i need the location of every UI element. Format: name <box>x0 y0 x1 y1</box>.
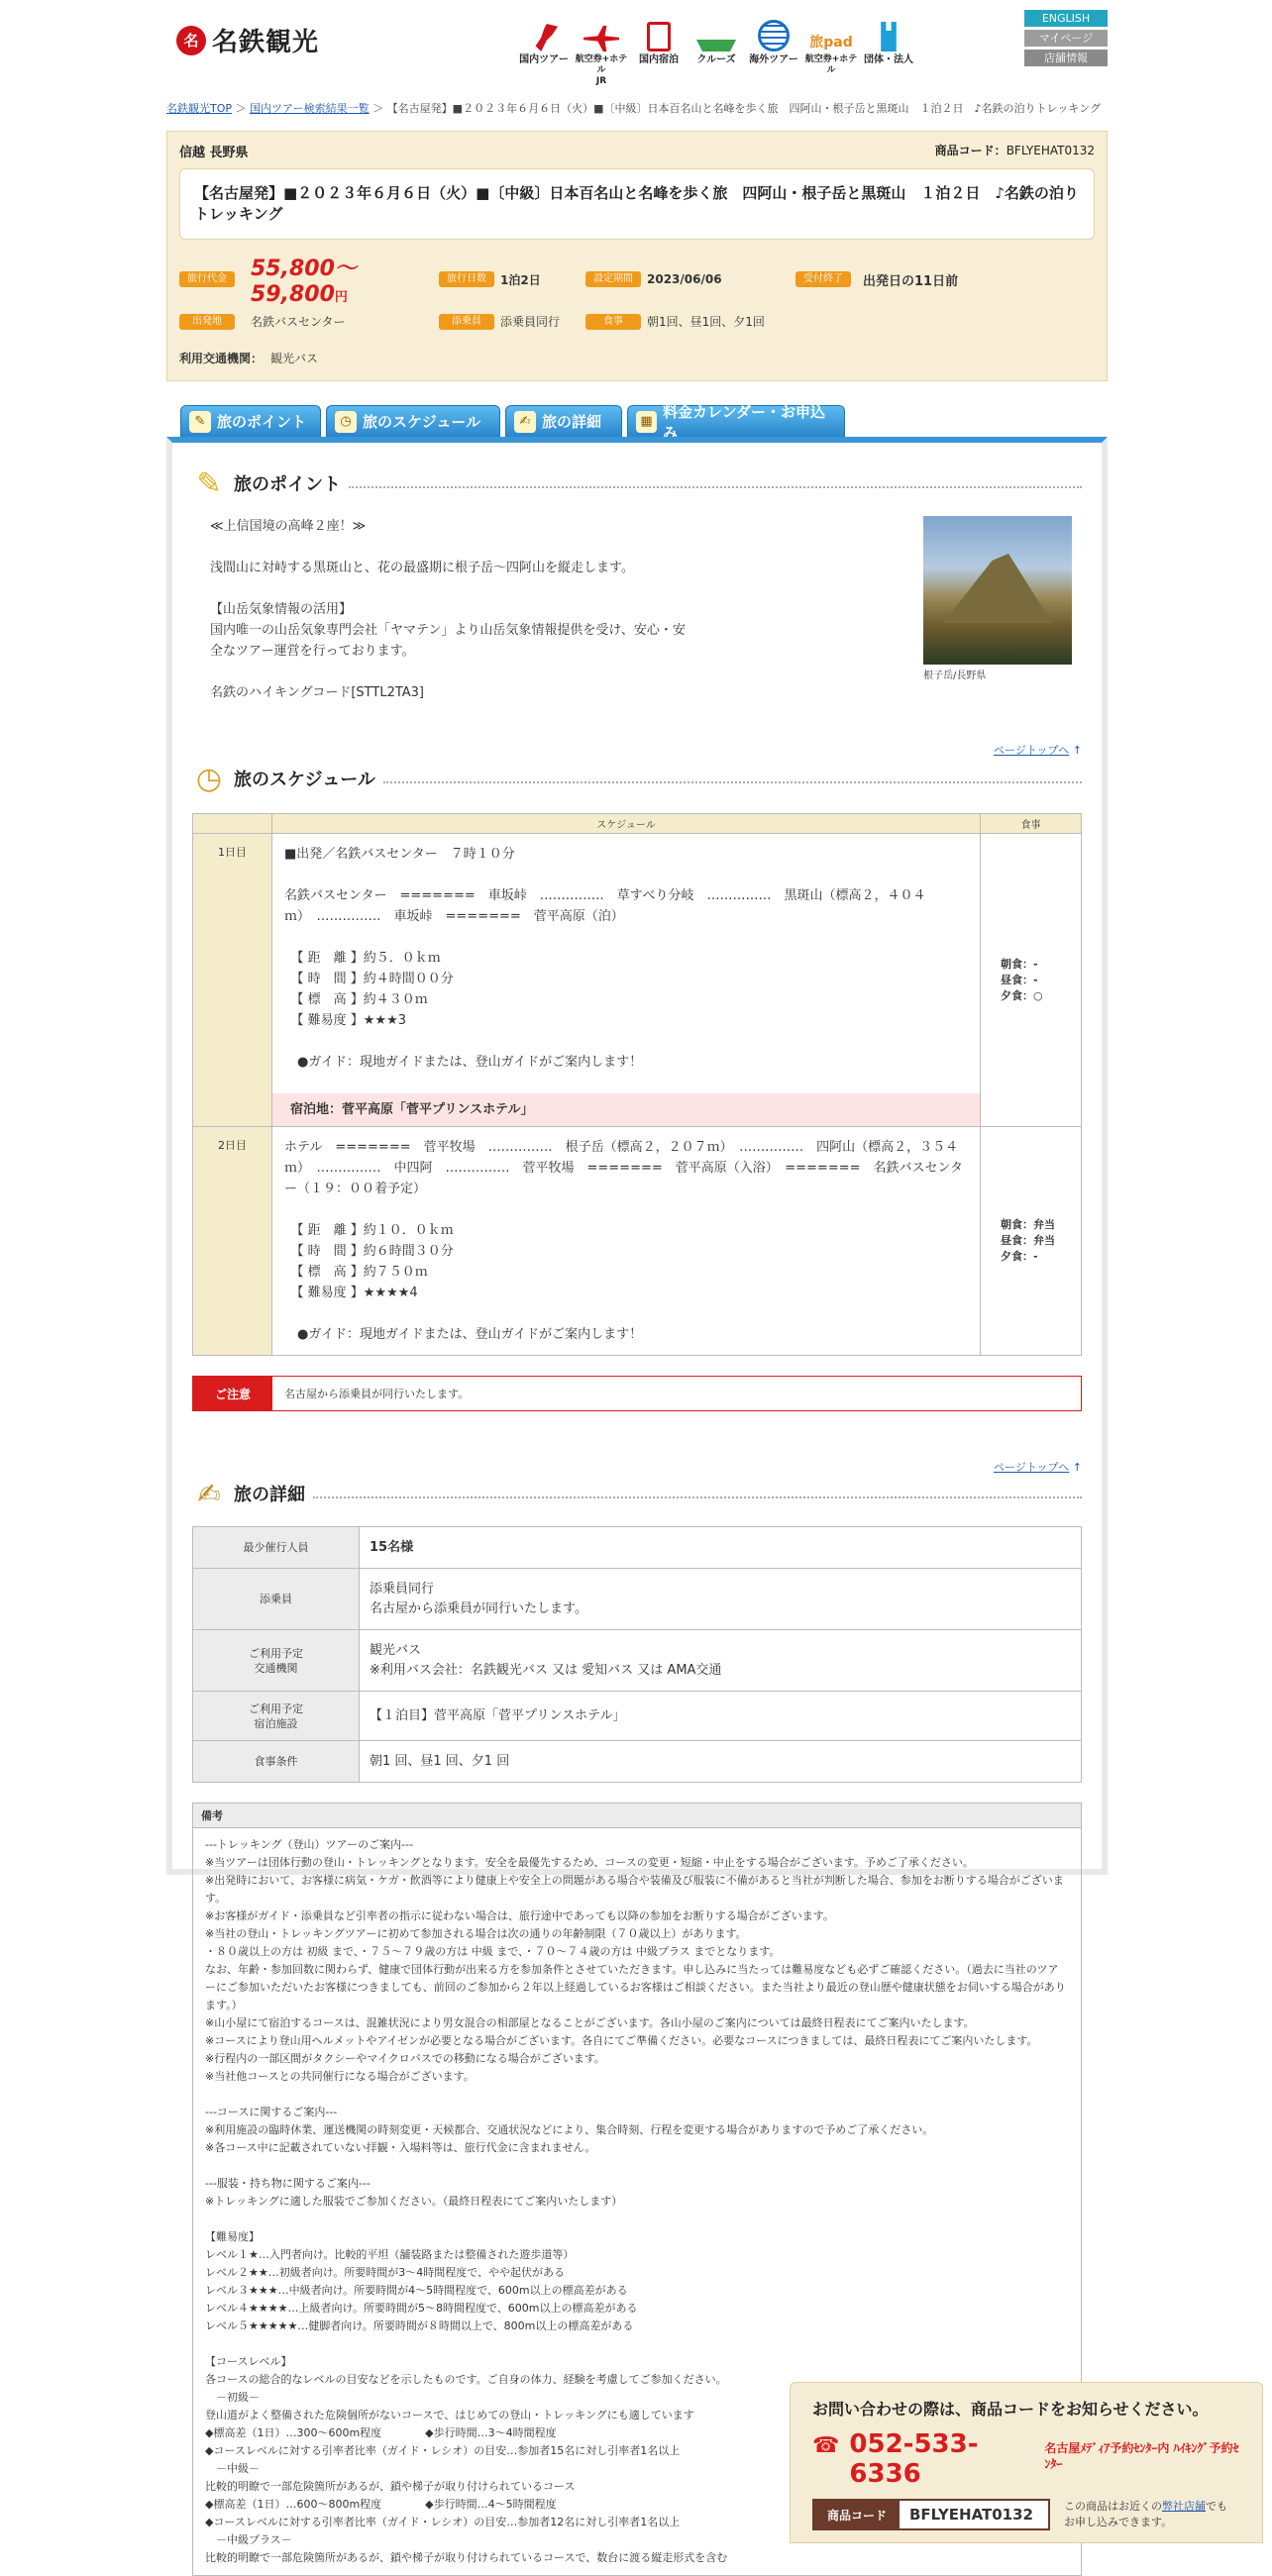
contact-tel <box>812 2429 1240 2489</box>
nav-tabipad[interactable] <box>802 18 860 86</box>
region: 信越 長野県 <box>179 146 249 160</box>
remarks-text: ---トレッキング（登山）ツアーのご案内--- ※当ツアーは団体行動の登山・トレッキングとなります。安全を最優先するため、コースの変更・短縮・中止をする場合がございます。予めご了承ください。 ※出発時において、お客様に病気・ケガ・飲酒等により健康上や安全上の問題がある場合や装備及び服装に不備があると当社が判断した場合、参加をお断りする場合がございます。 ※お客様がガイド・添乗員など引率者の指示に従わない場合は、旅行途中であっても以降の参加をお断りする場合がございます。 ※当社の登山・トレッキングツアーに初めて参加される場合は次の通りの年齢制限（７０歳以上）があります。 ・８０歳以上の方は 初級 まで、・７５～７９歳の方は 中級 まで、・７０～７４歳の方は 中級プラス までとなります。 なお、年齢・参加回数に関わらず、健康で団体行動が出来る方を参加条件とさせていただきます。申し込みに当たっては難易度なども必ずご確認ください。（過去に当社のツアーにご参加いただいたお客様につきましても、前回のご参加から２年以上経過しているお客様はご相談ください。また当社より最近の登山歴や健康状態をお伺いする場合があります。） ※山小屋にて宿泊するコースは、混雑状況により男女混合の相部屋となることがございます。各山小屋のご案内については最終日程表にてご案内いたします。 ※コースにより登山用ヘルメットやアイゼンが必要となる場合がございます。各自にてご準備ください。必要なコースにつきましては、最終日程表にてご案内いたします。 ※行程内の一部区間がタクシーやマイクロバスでの移動になる場合がございます。 ※当社他コースとの共同催行になる場合がございます。 ---コースに関するご案内--- ※利用施設の臨時休業、運送機関の時刻変更・天候都合、交通状況などにより、集合時刻、行程を変更する場合がありますので予めご了承ください。 ※各コース中に記載されていない拝観・入場料等は、旅行代金に含まれません。 ---服装・持ち物に関するご案内--- ※トレッキングに適した服装でご参加ください。（最終日程表にてご案内いたします） 【難易度】 レベル１★…入門者向け。比較的平坦（舗装路または整備された遊歩道等） レベル２★★…初級者向け。所要時間が3～4時間程度で、やや起伏がある レベル３★★★…中級者向け。所要時間が4～5時間程度で、600m以上の標高差がある レベル４★★★★…上級者向け。所要時間が5～8時間程度で、600m以上の標高差がある レベル５★★★★★…健脚者向け。所要時間が８時間以上で、800m以上の標高差がある 【コースレベル】 各コースの総合的なレベルの目安などを示したものです。ご自身の体力、経験を考慮してご参加ください。 －初級－ 登山道がよく整備された危険個所がないコースで、はじめての登山・トレッキングにも適しています ◆標高差（1日）…300～600m程度 ◆歩行時間…3～4時間程度 ◆コースレベルに対する引率者比率（ガイド・レシオ）の目安…参加者15名に対し引率者1名以上 －中級－ 比較的明瞭で一部危険箇所があるが、鎖や梯子が取り付けられているコース ◆標高差（1日）…600～800m程度 ◆歩行時間…4～5時間程度 ◆コースレベルに対する引率者比率（ガイド・レシオ）の目安…参加者12名に対し引率者1名以上 －中級プラス－ 比較的明瞭で一部危険箇所があるが、鎖や梯子が取り付けられているコースで、数台に渡る縦走形式を含む <box>205 1838 1066 2564</box>
nav-group[interactable] <box>860 18 917 86</box>
price-unit: 円 <box>334 290 348 305</box>
days-tag: 旅行日数 <box>439 271 494 287</box>
schedule-para: 名鉄バスセンター ======= 車坂峠 …………… 草すべり分岐 …………… 黒斑山（標高２，４０４ｍ） …………… 車坂峠 ======= 菅平高原（泊） <box>284 888 926 924</box>
meal-info <box>981 1127 1082 1356</box>
point-text <box>210 516 686 724</box>
tab-point[interactable] <box>180 405 321 437</box>
store-note <box>1064 2499 1227 2530</box>
pagetop-link[interactable]: ページトップへ <box>994 744 1070 757</box>
code-label: 商品コード <box>814 2501 900 2528</box>
detail-row <box>193 1630 1082 1692</box>
section-title: 旅のポイント <box>234 474 341 495</box>
nav-label: 国内宿泊 <box>639 54 679 65</box>
arrow-up-icon: ↑ <box>1069 1461 1082 1474</box>
period-tag: 設定期間 <box>585 271 641 287</box>
detail-key: ご利用予定 宿泊施設 <box>193 1692 360 1741</box>
breadcrumb-sep: ＞ <box>369 102 387 115</box>
schedule-row <box>193 834 1082 1127</box>
product-code-label: 商品コード： <box>934 144 1007 157</box>
tab-label: 旅のスケジュール <box>363 413 481 431</box>
detail-key: 添乗員 <box>193 1569 360 1630</box>
code-box <box>812 2499 1050 2530</box>
nav-domestic-tour[interactable] <box>515 18 573 86</box>
day-label: 1日目 <box>193 834 272 1127</box>
tab-bar <box>166 402 1108 442</box>
detail-value: 朝1 回、昼1 回、夕1 回 <box>360 1741 1082 1783</box>
schedule-para: ホテル ======= 菅平牧場 …………… 根子岳（標高２，２０７ｍ） …………… 四阿山（標高２，３５４ｍ） …………… 中四阿 …………… 菅平牧場 ======= 菅平高原（入浴） ======= 名鉄バスセンター（１９：００着予定） <box>284 1140 963 1196</box>
mountain-photo <box>923 516 1072 665</box>
detail-key: 最少催行人員 <box>193 1527 360 1569</box>
point-heading <box>192 466 1082 500</box>
schedule-para: 【 距 離 】約５．０ｋｍ 【 時 間 】約４時間００分 【 標 高 】約４３０ｍ 【 難易度 】★★★3 <box>297 951 454 1028</box>
group-icon <box>876 22 901 52</box>
calendar-icon: ▦ <box>636 411 657 433</box>
tour-meta <box>179 252 1095 330</box>
meal-info <box>981 834 1082 1127</box>
point-body <box>192 500 1082 724</box>
note-pre: この商品はお近くの <box>1064 2500 1162 2513</box>
breakfast: 朝食：弁当 <box>1001 1218 1055 1231</box>
notebook-icon: ✍ <box>514 411 536 433</box>
schedule-col: スケジュール <box>272 814 981 834</box>
nav-label: 海外ツアー <box>749 54 798 65</box>
phone-icon: ☎ <box>812 2433 840 2458</box>
section-title: 旅の詳細 <box>234 1485 305 1505</box>
site-header <box>166 0 1108 89</box>
tab-label: 料金カレンダー・お申込み <box>663 402 826 442</box>
pagetop <box>192 742 1082 758</box>
stay-info: 宿泊地：菅平高原「菅平プリンスホテル」 <box>272 1093 980 1126</box>
note-post: でも お申し込みできます。 <box>1064 2500 1227 2528</box>
schedule-para: 【 距 離 】約１０．０ｋｍ 【 時 間 】約６時間３０分 【 標 高 】約７５０ｍ 【 難易度 】★★★★4 <box>297 1223 454 1300</box>
nav-label: 航空券+ホテル <box>804 54 858 75</box>
ship-icon <box>696 32 736 52</box>
dinner: 夕食：○ <box>1001 988 1043 1002</box>
japan-map-icon <box>530 24 558 52</box>
day-body <box>272 1127 981 1356</box>
notice-box <box>192 1376 1082 1411</box>
global-nav <box>515 18 917 86</box>
depart-value: 名鉄バスセンター <box>251 315 346 329</box>
code-value: BFLYEHAT0132 <box>900 2501 1048 2528</box>
schedule-row <box>193 1127 1082 1356</box>
detail-row <box>193 1527 1082 1569</box>
pagetop-link[interactable]: ページトップへ <box>994 1461 1070 1474</box>
deadline-tag: 受付終了 <box>795 271 851 287</box>
nav-air-hotel-jr[interactable] <box>573 18 630 86</box>
breadcrumb-list[interactable]: 国内ツアー検索結果一覧 <box>250 102 370 115</box>
nav-label: 国内ツアー <box>519 54 569 65</box>
detail-heading <box>192 1477 1082 1510</box>
meal-tag: 食事 <box>585 314 641 330</box>
remarks-label: 備考 <box>193 1803 1081 1828</box>
meal-value: 朝1回、昼1回、夕1回 <box>647 315 765 329</box>
point-para: ≪上信国境の高峰２座！≫ <box>210 519 367 534</box>
detail-row <box>193 1741 1082 1783</box>
conductor-value: 添乗員同行 <box>500 315 561 329</box>
english-link[interactable]: ENGLISH <box>1024 10 1108 27</box>
globe-icon <box>758 20 790 52</box>
schedule-heading <box>192 762 1082 795</box>
logo-mark: 名 <box>176 26 206 55</box>
detail-value: 【１泊目】菅平高原「菅平プリンスホテル」 <box>360 1692 1082 1741</box>
lunch: 昼食：弁当 <box>1001 1234 1055 1247</box>
detail-value: 観光バス ※利用バス会社：名鉄観光バス 又は 愛知バス 又は AMA交通 <box>360 1630 1082 1692</box>
contact-panel <box>790 2382 1263 2543</box>
detail-key: ご利用予定 交通機関 <box>193 1630 360 1692</box>
schedule-para: ■出発／名鉄バスセンター ７時１０分 <box>284 847 515 862</box>
breadcrumb <box>166 101 1108 117</box>
point-para: 名鉄のハイキングコード[STTL2TA3] <box>210 685 425 700</box>
nav-label: 航空券+ホテル JR <box>575 54 628 86</box>
building-icon <box>647 22 671 52</box>
tel-number[interactable]: 052-533-6336 <box>849 2429 979 2489</box>
schedule-para: ●ガイド：現地ガイドまたは、登山ガイドがご案内します！ <box>284 1327 643 1342</box>
stores-link[interactable]: 店舗情報 <box>1024 50 1108 66</box>
days-value: 1泊2日 <box>500 272 541 287</box>
price-value: 55,800～59,800 <box>251 257 357 307</box>
day-body <box>272 834 981 1127</box>
pagetop <box>192 1459 1082 1475</box>
point-para: 浅間山に対峙する黒斑山と、花の最盛期に根子岳～四阿山を縦走します。 <box>210 561 634 575</box>
conductor-tag: 添乗員 <box>439 314 494 330</box>
center-name: 名古屋ﾒﾃﾞｨｱ予約ｾﾝﾀｰ内 ﾊｲｷﾝｸﾞ予約ｾﾝﾀｰ <box>1044 2441 1239 2471</box>
dinner: 夕食：- <box>1001 1250 1038 1263</box>
contact-bottom <box>812 2499 1240 2530</box>
tour-title: 【名古屋発】■２０２３年６月６日（火）■〔中級〕日本百名山と名峰を歩く旅 四阿山・根子岳と黒斑山 １泊２日 ♪名鉄の泊りトレッキング <box>179 168 1095 240</box>
deadline-value: 出発日の11日前 <box>863 273 959 289</box>
contact-question: お問い合わせの際は、商品コードをお知らせください。 <box>812 2400 1209 2419</box>
breakfast: 朝食：- <box>1001 957 1038 971</box>
tab-label: 旅の詳細 <box>542 413 602 431</box>
mypage-link[interactable]: マイページ <box>1024 30 1108 47</box>
tab-label: 旅のポイント <box>217 413 307 431</box>
meal-col: 食事 <box>981 814 1082 834</box>
detail-value: 15名様 <box>360 1527 1082 1569</box>
tour-photo <box>923 516 1072 724</box>
utility-links <box>1024 10 1108 69</box>
clock-icon: ◷ <box>195 761 223 796</box>
tabipad-icon: 旅pad <box>809 35 853 52</box>
detail-row <box>193 1692 1082 1741</box>
schedule-table <box>192 813 1082 1356</box>
tab-calendar[interactable] <box>627 402 845 442</box>
detail-key: 食事条件 <box>193 1741 360 1783</box>
site-logo[interactable] <box>176 22 319 58</box>
notice-text: 名古屋から添乗員が同行いたします。 <box>284 1388 470 1400</box>
photo-caption: 根子岳/長野県 <box>923 670 987 681</box>
tab-detail[interactable] <box>505 405 622 437</box>
transport <box>179 350 1095 366</box>
breadcrumb-current: 【名古屋発】■２０２３年６月６日（火）■〔中級〕日本百名山と名峰を歩く旅 四阿山・根子岳と黒斑山 １泊２日 ♪名鉄の泊りトレッキング <box>386 102 1102 115</box>
transport-value: 観光バス <box>270 352 319 365</box>
pen-icon: ✎ <box>196 465 222 501</box>
schedule-para: ●ガイド：現地ガイドまたは、登山ガイドがご案内します！ <box>284 1055 643 1070</box>
detail-value: 添乗員同行 名古屋から添乗員が同行いたします。 <box>360 1569 1082 1630</box>
product-code-value: BFLYEHAT0132 <box>1006 144 1095 157</box>
section-title: 旅のスケジュール <box>234 770 375 790</box>
transport-label: 利用交通機関： <box>179 352 264 365</box>
tab-schedule[interactable] <box>326 405 500 437</box>
breadcrumb-sep: ＞ <box>232 102 251 115</box>
nav-label: クルーズ <box>696 54 736 65</box>
nav-overseas-tour[interactable] <box>745 18 802 86</box>
nav-domestic-stay[interactable] <box>630 18 688 86</box>
logo-text: 名鉄観光 <box>212 28 320 57</box>
notebook-icon: ✍ <box>197 1477 221 1510</box>
breadcrumb-top[interactable]: 名鉄観光TOP <box>166 102 233 115</box>
nav-label: 団体・法人 <box>864 54 913 65</box>
point-para: 【山岳気象情報の活用】 国内唯一の山岳気象専門会社「ヤマテン」より山岳気象情報提供を受け、安心・安 全なツアー運営を行っております。 <box>210 602 686 659</box>
lunch: 昼食：- <box>1001 973 1038 986</box>
tour-summary <box>166 131 1108 381</box>
price <box>251 252 439 307</box>
detail-table <box>192 1526 1082 1783</box>
arrow-up-icon: ↑ <box>1069 744 1082 757</box>
notice-label: ご注意 <box>193 1377 272 1410</box>
store-link[interactable]: 弊社店舗 <box>1162 2500 1206 2513</box>
product-code <box>935 142 1095 160</box>
depart-tag: 出発地 <box>179 314 235 330</box>
day-label: 2日目 <box>193 1127 272 1356</box>
detail-row <box>193 1569 1082 1630</box>
plane-hotel-icon <box>583 26 619 52</box>
clock-icon: ◷ <box>335 411 357 433</box>
price-tag: 旅行代金 <box>179 271 235 287</box>
period-value: 2023/06/06 <box>647 272 722 286</box>
nav-cruise[interactable] <box>688 18 745 86</box>
pen-icon: ✎ <box>189 411 211 433</box>
